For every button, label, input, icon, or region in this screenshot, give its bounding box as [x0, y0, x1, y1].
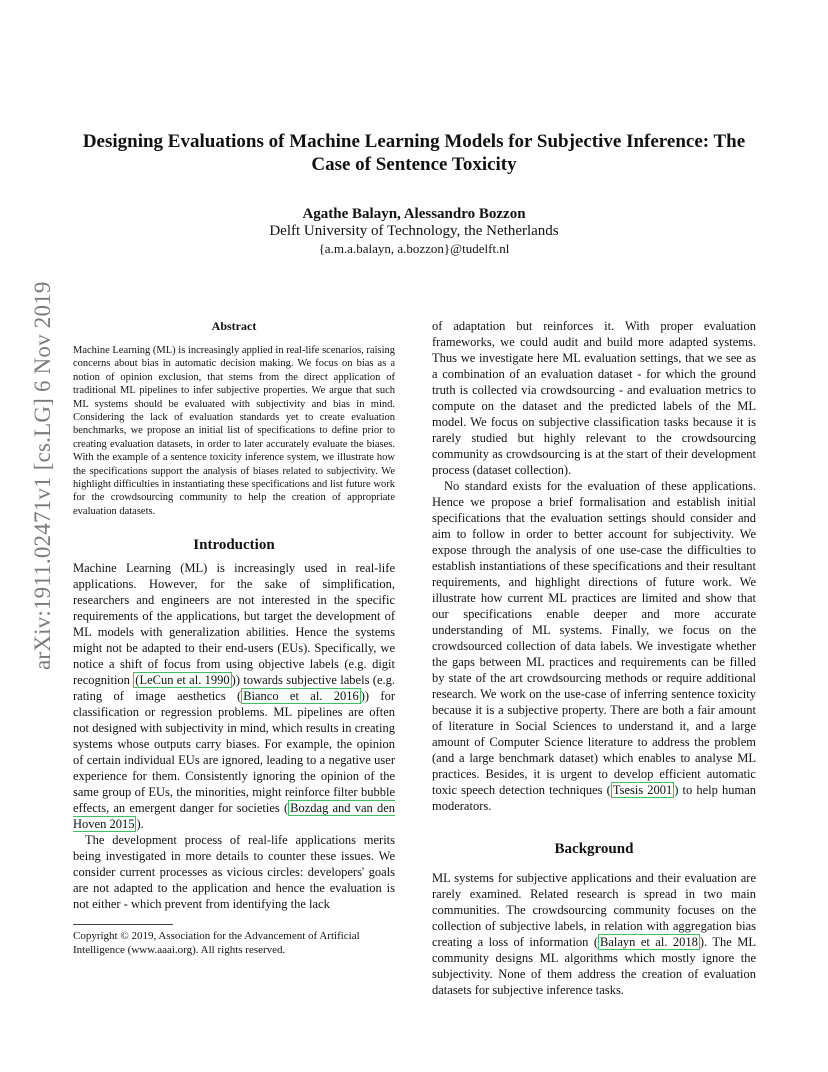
left-column — [73, 318, 395, 912]
citation-tsesis-2001[interactable]: Tsesis 2001 — [612, 783, 673, 797]
arxiv-identifier-stamp: arXiv:1911.02471v1 [cs.LG] 6 Nov 2019 — [30, 281, 55, 670]
intro-p3-text-b: ) to help human moderators. — [432, 783, 756, 813]
introduction-paragraph-2-continued: of adaptation but reinforces it. With proper evaluation frameworks, we could audit and build more adapted systems. Thus we investigate here ML evaluation settings, that we see as a combination of an evaluation dataset - for which the ground truth is collected via crowdsourcing - and evaluation metrics to compute on the dataset and the predicted labels of the ML model. We focus on subjective classification tasks because it is rarely studied but highly relevant to the crowdsourcing community as crowdsourcing is at the start of their development process (dataset collection). — [432, 319, 756, 477]
background-paragraph — [432, 870, 756, 998]
copyright-footnote — [73, 924, 395, 957]
background-text-b: ). The ML community designs ML algorithms which mostly ignore the subjectivity. None of them address the creation of evaluation datasets for subjective inference tasks. — [432, 935, 757, 997]
paper-title: Designing Evaluations of Machine Learning Models for Subjective Inference: The Case of Sentence Toxicity — [82, 131, 746, 175]
introduction-paragraph-1 — [73, 560, 395, 832]
footnote-rule — [73, 924, 173, 925]
introduction-paragraph-3 — [432, 478, 756, 814]
intro-p1-text-c: )) for classification or regression problems. ML pipelines are often not designed with subjectivity in mind, which results in creating systems whose outputs carry biases. For example, the opinion of certain individual EUs are ignored, leading to a negative user experience for them. Consistently ignoring the opinion of the same group of EUs, the minorities, might reinforce filter bubble effects, an emergent danger for societies ( — [73, 689, 395, 816]
abstract-text: Machine Learning (ML) is increasingly applied in real-life scenarios, raising concerns about bias in automatic decision making. We focus on bias as a notion of opinion exclusion, that stems from the direct application of traditional ML pipelines to infer subjective properties. We argue that such ML systems should be evaluated with subjectivity and bias in mind. Considering the lack of evaluation standards yet to create evaluation benchmarks, we propose an initial list of specifications to define prior to creating evaluation datasets, in order to later accurately evaluate the biases. With the example of a sentence toxicity inference system, we illustrate how the specifications support the analysis of biases related to subjectivity. We highlight difficulties in instantiating these specifications and list future work for the crowdsourcing community to help the creation of appropriate evaluation datasets. — [73, 345, 395, 517]
author-affiliation: Delft University of Technology, the Netherlands — [269, 223, 559, 239]
author-email: {a.m.a.balayn, a.bozzon}@tudelft.nl — [318, 241, 510, 256]
citation-lecun-1990[interactable]: (LeCun et al. 1990 — [135, 673, 230, 688]
introduction-heading: Introduction — [193, 537, 275, 554]
citation-balayn-2018[interactable]: Balayn et al. 2018 — [600, 935, 698, 949]
intro-p3-text-a: No standard exists for the evaluation of these applications. Hence we propose a brief formalisation and establish initial specifications that the evaluation settings should consider and aim to follow in order to better account for subjectivity. We expose through the analysis of one use-case the difficulties to establish instantiations of these specifications and their resultant requirements, and highlight directions of future work. We illustrate how current ML practices are limited and show that our specifications enable deeper and more accurate understanding of ML systems. Finally, we focus on the crowdsourced collection of data labels. We investigate whether the gaps between ML practices and requirements can be filled by state of the art crowdsourcing methods or require additional research. We work on the use-case of inferring sentence toxicity because it is a subjective property. There are both a fair amount of literature in Social Sciences to understand it, and a large amount of Computer Science literature to address the problem (and a large benchmark dataset) which enables to analyse ML practices. Besides, it is urgent to develop efficient automatic toxic speech detection techniques ( — [432, 479, 756, 797]
intro-p1-text-d: ). — [136, 817, 144, 832]
intro-p1-text-b: )) towards subjective labels (e.g. rating of image aesthetics ( — [73, 673, 395, 704]
intro-p1-text-a: Machine Learning (ML) is increasingly used in real-life applications. However, for the sake of simplification, researchers and engineers are not interested in the specific requirements of the applications, but target the development of ML models with generalization abilities. Hence the systems might not be adapted to their end-users (EUs). Specifically, we notice a shift of focus from using objective labels (e.g. digit recognition — [73, 561, 395, 688]
copyright-text: Copyright © 2019, Association for the Advancement of Artificial Intelligence (www.aaai.org). All rights reserved. — [73, 930, 360, 956]
background-text-a: ML systems for subjective applications and their evaluation are rarely examined. Related research is spread in two main communities. The crowdsourcing community focuses on the collection of subjective labels, in relation with aggregation bias creating a loss of information ( — [432, 871, 756, 949]
citation-bianco-2016[interactable]: Bianco et al. 2016 — [243, 689, 359, 704]
author-block — [70, 206, 758, 257]
introduction-paragraph-2: The development process of real-life applications merits being investigated in more details to counter these issues. We consider current processes as vicious circles: developers' goals are not adapted to the application and hence the evaluation is not either - which prevent from identifying the lack — [73, 833, 395, 912]
right-column — [432, 318, 756, 998]
abstract-heading: Abstract — [211, 319, 257, 333]
citation-bozdag-2015[interactable]: Bozdag and van den Hoven 2015 — [73, 801, 395, 832]
author-names: Agathe Balayn, Alessandro Bozzon — [302, 206, 526, 222]
background-heading: Background — [554, 841, 634, 857]
